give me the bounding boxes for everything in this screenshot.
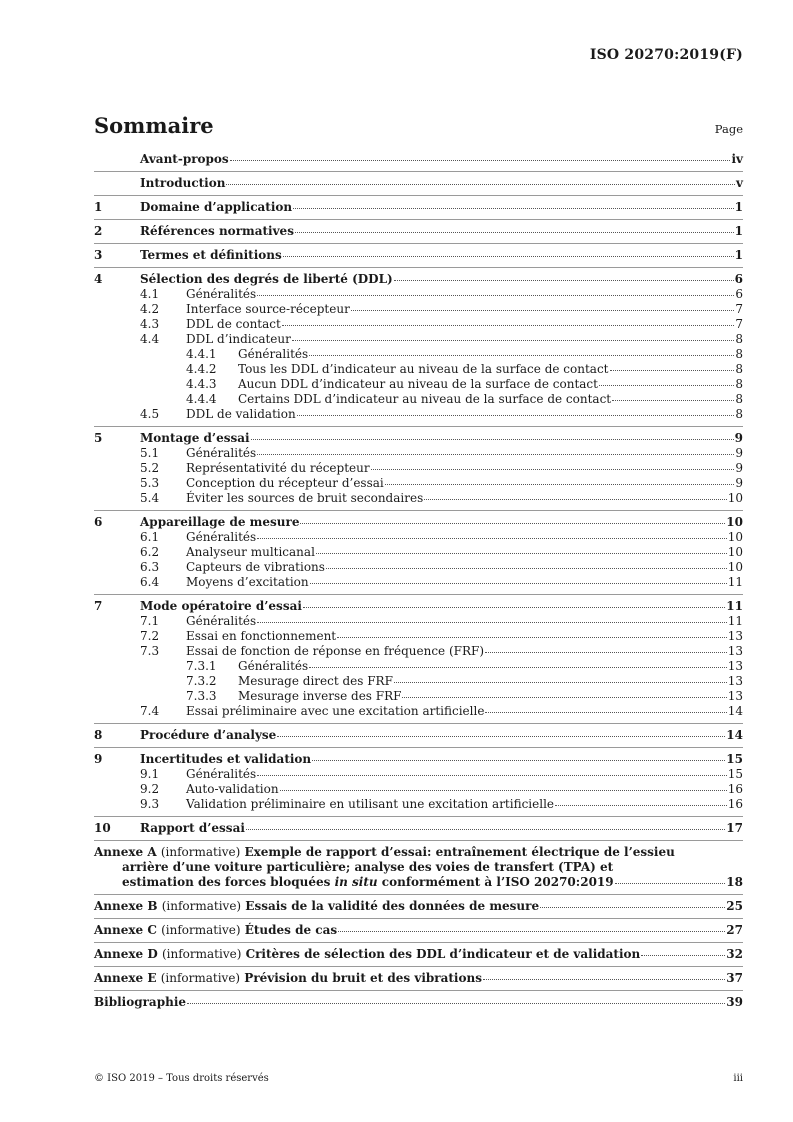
dot-leader (230, 160, 731, 161)
dot-leader (257, 775, 727, 776)
footer (94, 1073, 743, 1084)
toc-entry-title: Auto-validation (186, 782, 279, 796)
toc-entry[interactable] (94, 248, 743, 263)
toc-entry-title: DDL d’indicateur (186, 332, 291, 346)
toc-entry-page: 1 (734, 224, 743, 238)
dot-leader (394, 280, 734, 281)
toc-entry-title: Références normatives (140, 224, 294, 238)
annex-title-line (94, 947, 640, 962)
toc-entry-number: 4.1 (140, 287, 160, 301)
annex-entry[interactable] (94, 923, 743, 938)
toc-entry-title: Introduction (140, 176, 226, 190)
toc-entry-title: Procédure d’analyse (140, 728, 277, 742)
toc-entry-page: 8 (735, 362, 743, 376)
toc-entry-number: 3 (94, 248, 103, 262)
copyright: © ISO 2019 – Tous droits réservés (94, 1073, 269, 1084)
toc-entry-page: 1 (734, 248, 743, 262)
dot-leader (300, 523, 725, 524)
dot-leader (316, 553, 727, 554)
annex-title-italic: in situ (334, 875, 378, 889)
toc-entry[interactable] (94, 530, 743, 545)
page-number: iii (733, 1073, 743, 1084)
toc-entry-title: Capteurs de vibrations (186, 560, 325, 574)
toc-entry[interactable] (94, 629, 743, 644)
toc-entry[interactable] (94, 200, 743, 215)
toc-entry-title: Moyens d’excitation (186, 575, 309, 589)
dot-leader (402, 697, 726, 698)
toc-entry-page: 13 (727, 629, 743, 643)
dot-leader (337, 637, 727, 638)
toc-entry[interactable] (94, 491, 743, 506)
toc-entry-number: 4.4.3 (186, 377, 217, 391)
dot-leader (483, 979, 725, 980)
dot-leader (612, 400, 734, 401)
toc-entry[interactable] (94, 545, 743, 560)
toc-entry-page: 11 (727, 614, 743, 628)
toc-entry-page: 10 (726, 515, 743, 529)
toc-entry[interactable] (94, 377, 743, 392)
toc-entry-title: Essai en fonctionnement (186, 629, 337, 643)
dot-leader (280, 790, 727, 791)
toc-entry-number: 6.3 (140, 560, 160, 574)
toc-entry[interactable] (94, 152, 743, 167)
toc-entry-title: Éviter les sources de bruit secondaires (186, 491, 424, 505)
toc-entry-number: 7.3.3 (186, 689, 217, 703)
dot-leader (309, 667, 727, 668)
toc-entry-number: 7.3.1 (186, 659, 217, 673)
dot-leader (246, 829, 725, 830)
toc-entry-title: Mode opératoire d’essai (140, 599, 302, 613)
annex-id: Annexe A (94, 845, 157, 859)
section-separator (94, 267, 743, 268)
toc-entry-number: 4 (94, 272, 103, 286)
toc-entry-number: 6.1 (140, 530, 160, 544)
dot-leader (615, 883, 726, 884)
annex-line (94, 899, 743, 914)
toc-entry[interactable] (94, 599, 743, 614)
annex-title-line: arrière d’une voiture particulière; analyse des voies de transfert (TPA) et (122, 860, 614, 874)
toc-entry-number: 1 (94, 200, 103, 214)
toc-entry-number: 10 (94, 821, 111, 835)
annex-entry[interactable] (94, 845, 743, 890)
toc-entry-page: 9 (735, 446, 743, 460)
annex-line (94, 860, 743, 875)
annex-line (94, 971, 743, 986)
section-separator (94, 219, 743, 220)
toc-entry-page: 15 (727, 767, 743, 781)
toc-entry-page: 13 (727, 644, 743, 658)
annex-type: (informative) (161, 923, 241, 937)
dot-leader (485, 712, 726, 713)
toc-entry[interactable] (94, 689, 743, 704)
toc-entry-number: 8 (94, 728, 103, 742)
annex-id: Annexe D (94, 947, 158, 961)
dot-leader (283, 256, 734, 257)
toc-entry-number: 7 (94, 599, 103, 613)
toc-entry-number: 6 (94, 515, 103, 529)
toc-entry-page: 13 (727, 674, 743, 688)
annex-title-line: Exemple de rapport d’essai: entraînement électrique de l’essieu (244, 845, 675, 859)
document-id: ISO 20270:2019(F) (589, 47, 743, 63)
toc-entry-number: 9 (94, 752, 103, 766)
annex-line (94, 947, 743, 962)
toc-entry-title: Essai préliminaire avec une excitation artificielle (186, 704, 485, 718)
section-separator (94, 918, 743, 919)
toc-entry-page: 13 (727, 659, 743, 673)
annex-id: Annexe E (94, 971, 157, 985)
toc-entry-title: Mesurage direct des FRF (238, 674, 393, 688)
toc-entry[interactable] (94, 407, 743, 422)
table-of-contents (94, 152, 743, 1010)
dot-leader (371, 469, 735, 470)
dot-leader (293, 208, 734, 209)
annex-title: Prévision du bruit et des vibrations (244, 971, 482, 985)
annex-type: (informative) (161, 899, 242, 913)
toc-entry[interactable] (94, 347, 743, 362)
toc-entry-title: Avant-propos (140, 152, 229, 166)
toc-entry-page: 8 (735, 347, 743, 361)
annex-title-line (94, 971, 482, 986)
toc-entry-page: 10 (727, 530, 743, 544)
toc-entry-number: 7.4 (140, 704, 160, 718)
toc-entry-number: 4.3 (140, 317, 160, 331)
dot-leader (226, 184, 735, 185)
toc-entry-title: Rapport d’essai (140, 821, 245, 835)
dot-leader (310, 583, 727, 584)
toc-entry-title: Appareillage de mesure (140, 515, 300, 529)
toc-entry[interactable] (94, 515, 743, 530)
toc-entry-title: Représentativité du récepteur (186, 461, 370, 475)
section-separator (94, 426, 743, 427)
dot-leader (599, 385, 734, 386)
toc-entry-number: 6.4 (140, 575, 160, 589)
toc-entry-page: v (736, 176, 743, 190)
toc-entry-number: 4.5 (140, 407, 160, 421)
annex-id: Annexe B (94, 899, 158, 913)
toc-entry-title: Mesurage inverse des FRF (238, 689, 402, 703)
toc-entry-title: Incertitudes et validation (140, 752, 312, 766)
toc-entry[interactable] (94, 317, 743, 332)
dot-leader (326, 568, 727, 569)
toc-entry-number: 7.3.2 (186, 674, 217, 688)
toc-entry[interactable] (94, 782, 743, 797)
dot-leader (187, 1003, 725, 1004)
toc-entry-number: 9.2 (140, 782, 160, 796)
toc-entry[interactable] (94, 644, 743, 659)
annex-type: (informative) (161, 947, 242, 961)
dot-leader (257, 454, 734, 455)
toc-entry[interactable] (94, 431, 743, 446)
toc-entry-page: 6 (735, 287, 743, 301)
toc-entry[interactable] (94, 614, 743, 629)
section-separator (94, 747, 743, 748)
toc-entry-number: 4.4.2 (186, 362, 217, 376)
toc-entry-number: 7.1 (140, 614, 160, 628)
toc-entry[interactable] (94, 461, 743, 476)
toc-entry-page: 9 (735, 461, 743, 475)
toc-entry-page: 14 (726, 728, 743, 742)
section-separator (94, 942, 743, 943)
toc-entry[interactable] (94, 224, 743, 239)
toc-entry-title: Termes et définitions (140, 248, 282, 262)
toc-entry-page: 7 (735, 302, 743, 316)
section-separator (94, 723, 743, 724)
toc-entry-page: 17 (726, 821, 743, 835)
annex-page: 18 (726, 875, 743, 889)
dot-leader (297, 415, 735, 416)
toc-entry-number: 5.4 (140, 491, 160, 505)
toc-entry-title: Généralités (238, 347, 309, 361)
dot-leader (540, 907, 725, 908)
toc-entry-page: 1 (734, 200, 743, 214)
toc-entry-page: 10 (727, 545, 743, 559)
annex-title-line (122, 875, 614, 890)
annex-title: Études de cas (244, 923, 338, 937)
toc-entry-number: 5.2 (140, 461, 160, 475)
toc-entry-title: DDL de contact (186, 317, 281, 331)
dot-leader (303, 607, 725, 608)
dot-leader (338, 931, 725, 932)
dot-leader (292, 340, 734, 341)
annex-line (94, 845, 743, 860)
toc-entry[interactable] (94, 728, 743, 743)
toc-entry-title: Généralités (186, 446, 257, 460)
section-separator (94, 594, 743, 595)
dot-leader (424, 499, 726, 500)
toc-entry-number: 4.4.4 (186, 392, 217, 406)
toc-entry-page: 8 (735, 332, 743, 346)
toc-entry-page: 10 (727, 491, 743, 505)
toc-entry[interactable] (94, 272, 743, 287)
dot-leader (385, 484, 735, 485)
annex-id: Annexe C (94, 923, 157, 937)
toc-entry[interactable] (94, 302, 743, 317)
section-separator (94, 243, 743, 244)
dot-leader (555, 805, 727, 806)
toc-entry-page: 8 (735, 377, 743, 391)
dot-leader (251, 439, 734, 440)
section-separator (94, 966, 743, 967)
annex-entry[interactable] (94, 947, 743, 962)
toc-entry[interactable] (94, 674, 743, 689)
dot-leader (312, 760, 725, 761)
toc-entry[interactable] (94, 659, 743, 674)
toc-entry-page: 7 (735, 317, 743, 331)
annex-title-line (94, 899, 539, 914)
toc-entry[interactable] (94, 704, 743, 719)
toc-entry-page: 11 (727, 575, 743, 589)
toc-entry-title: Montage d’essai (140, 431, 250, 445)
annex-page: 27 (726, 923, 743, 937)
toc-entry-number: 5 (94, 431, 103, 445)
annex-page: 25 (726, 899, 743, 913)
section-separator (94, 840, 743, 841)
toc-entry-title: Tous les DDL d’indicateur au niveau de la surface de contact (238, 362, 609, 376)
annex-title: Critères de sélection des DDL d’indicateur et de validation (245, 947, 641, 961)
section-separator (94, 171, 743, 172)
toc-entry-number: 9.3 (140, 797, 160, 811)
dot-leader (257, 622, 727, 623)
toc-entry[interactable] (94, 767, 743, 782)
toc-entry-page: 8 (735, 392, 743, 406)
toc-entry[interactable] (94, 476, 743, 491)
dot-leader (257, 538, 727, 539)
annex-page: 37 (726, 971, 743, 985)
toc-entry-page: 16 (727, 797, 743, 811)
toc-entry-number: 4.2 (140, 302, 160, 316)
annex-entry[interactable] (94, 971, 743, 986)
toc-entry-page: 8 (735, 407, 743, 421)
dot-leader (309, 355, 734, 356)
toc-entry-number: 7.3 (140, 644, 160, 658)
dot-leader (394, 682, 727, 683)
toc-entry-number: 4.4 (140, 332, 160, 346)
section-separator (94, 990, 743, 991)
page-title: Sommaire (94, 113, 214, 138)
toc-entry-title: Certains DDL d’indicateur au niveau de la surface de contact (238, 392, 612, 406)
toc-entry-number: 5.1 (140, 446, 160, 460)
section-separator (94, 510, 743, 511)
toc-entry-page: 15 (726, 752, 743, 766)
toc-entry-page: 10 (727, 560, 743, 574)
dot-leader (282, 325, 735, 326)
toc-entry-bibliography[interactable] (94, 995, 743, 1010)
toc-entry-title: Sélection des degrés de liberté (DDL) (140, 272, 393, 286)
toc-entry[interactable] (94, 392, 743, 407)
toc-entry[interactable] (94, 560, 743, 575)
annex-page: 32 (726, 947, 743, 961)
toc-entry-title: DDL de validation (186, 407, 296, 421)
toc-entry-title: Validation préliminaire en utilisant une excitation artificielle (186, 797, 555, 811)
toc-entry-title: Analyseur multicanal (186, 545, 315, 559)
toc-entry-title: Aucun DDL d’indicateur au niveau de la surface de contact (238, 377, 598, 391)
toc-entry-title: Généralités (186, 614, 257, 628)
toc-entry-title: Bibliographie (94, 995, 187, 1009)
annex-title-part: conformément à l’ISO 20270:2019 (377, 875, 614, 889)
toc-entry-title: Généralités (186, 530, 257, 544)
toc-entry-page: 6 (734, 272, 743, 286)
toc-entry-number: 9.1 (140, 767, 160, 781)
dot-leader (641, 955, 725, 956)
toc-entry[interactable] (94, 797, 743, 812)
toc-entry-title: Généralités (238, 659, 309, 673)
toc-entry-number: 2 (94, 224, 103, 238)
dot-leader (351, 310, 735, 311)
toc-entry[interactable] (94, 176, 743, 191)
toc-entry[interactable] (94, 752, 743, 767)
toc-entry-page: 9 (735, 476, 743, 490)
page-column-label: Page (714, 122, 743, 136)
toc-entry-title: Conception du récepteur d’essai (186, 476, 384, 490)
section-separator (94, 894, 743, 895)
toc-entry-page: 16 (727, 782, 743, 796)
annex-title-part: estimation des forces bloquées (122, 875, 335, 889)
toc-entry[interactable] (94, 821, 743, 836)
dot-leader (295, 232, 734, 233)
toc-entry-title: Généralités (186, 287, 257, 301)
toc-entry-page: 14 (727, 704, 743, 718)
toc-entry-page: 39 (726, 995, 743, 1009)
toc-entry[interactable] (94, 446, 743, 461)
toc-entry-page: 13 (727, 689, 743, 703)
toc-entry-number: 7.2 (140, 629, 160, 643)
dot-leader (277, 736, 725, 737)
dot-leader (485, 652, 727, 653)
toc-entry-number: 6.2 (140, 545, 160, 559)
toc-entry[interactable] (94, 332, 743, 347)
annex-entry[interactable] (94, 899, 743, 914)
toc-entry-number: 5.3 (140, 476, 160, 490)
toc-entry-page: 11 (726, 599, 743, 613)
annex-title-line (94, 923, 337, 938)
annex-type: (informative) (160, 971, 241, 985)
toc-entry-title: Domaine d’application (140, 200, 293, 214)
toc-entry-title: Interface source-récepteur (186, 302, 350, 316)
toc-entry[interactable] (94, 362, 743, 377)
section-separator (94, 816, 743, 817)
annex-line (94, 923, 743, 938)
title-row (94, 113, 743, 138)
annex-title: Essais de la validité des données de mesure (245, 899, 540, 913)
annex-line (94, 875, 743, 890)
section-separator (94, 195, 743, 196)
toc-entry[interactable] (94, 287, 743, 302)
toc-entry[interactable] (94, 575, 743, 590)
toc-entry-title: Essai de fonction de réponse en fréquence (FRF) (186, 644, 485, 658)
dot-leader (257, 295, 734, 296)
annex-type: (informative) (160, 845, 241, 859)
toc-entry-number: 4.4.1 (186, 347, 217, 361)
toc-entry-title: Généralités (186, 767, 257, 781)
dot-leader (610, 370, 735, 371)
toc-entry-page: 9 (734, 431, 743, 445)
toc-entry-page: iv (731, 152, 743, 166)
